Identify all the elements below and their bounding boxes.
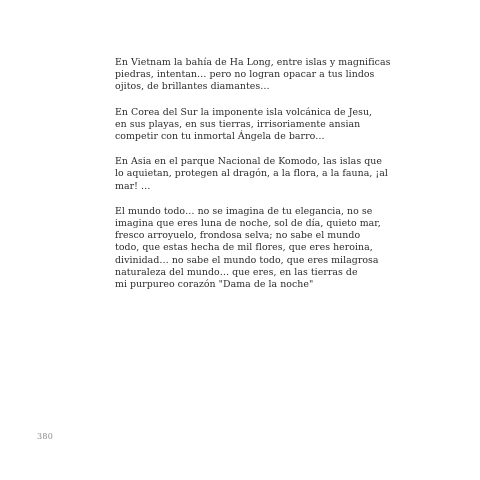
poem-text xyxy=(115,57,391,304)
stanza-line: El mundo todo… no se imagina de tu elegancia, no se xyxy=(115,205,373,217)
stanza-line: divinidad… no sabe el mundo todo, que eres milagrosa xyxy=(115,254,379,266)
stanza-1 xyxy=(115,57,391,94)
stanza-line: lo aquietan, protegen al dragón, a la flora, a la fauna, ¡al xyxy=(115,168,388,180)
stanza-line: mar! … xyxy=(115,180,151,192)
stanza-line: fresco arroyuelo, frondosa selva; no sabe el mundo xyxy=(115,230,361,242)
stanza-3 xyxy=(115,156,388,193)
stanza-line: competir con tu inmortal Ángela de barro… xyxy=(115,131,325,143)
stanza-line: En Vietnam la bahía de Ha Long, entre islas y magnificas xyxy=(115,57,391,68)
stanza-line: imagina que eres luna de noche, sol de día, quieto mar, xyxy=(115,218,381,230)
stanza-line: todo, que estas hecha de mil flores, que eres heroina, xyxy=(115,242,373,254)
stanza-line: piedras, intentan… pero no logran opacar a tus lindos xyxy=(115,69,375,81)
stanza-line: en sus playas, en sus tierras, irrisoriamente ansian xyxy=(115,118,361,130)
stanza-line: En Asia en el parque Nacional de Komodo, las islas que xyxy=(115,156,382,168)
stanza-line: naturaleza del mundo… que eres, en las tierras de xyxy=(115,266,358,278)
stanza-line: En Corea del Sur la imponente isla volcánica de Jesu, xyxy=(115,106,373,118)
stanza-4 xyxy=(115,205,381,291)
stanza-line: mi purpureo corazón "Dama de la noche" xyxy=(115,279,314,291)
stanza-2 xyxy=(115,107,377,144)
stanza-line: ojitos, de brillantes diamantes… xyxy=(115,81,270,93)
page-number: 380 xyxy=(37,432,54,441)
